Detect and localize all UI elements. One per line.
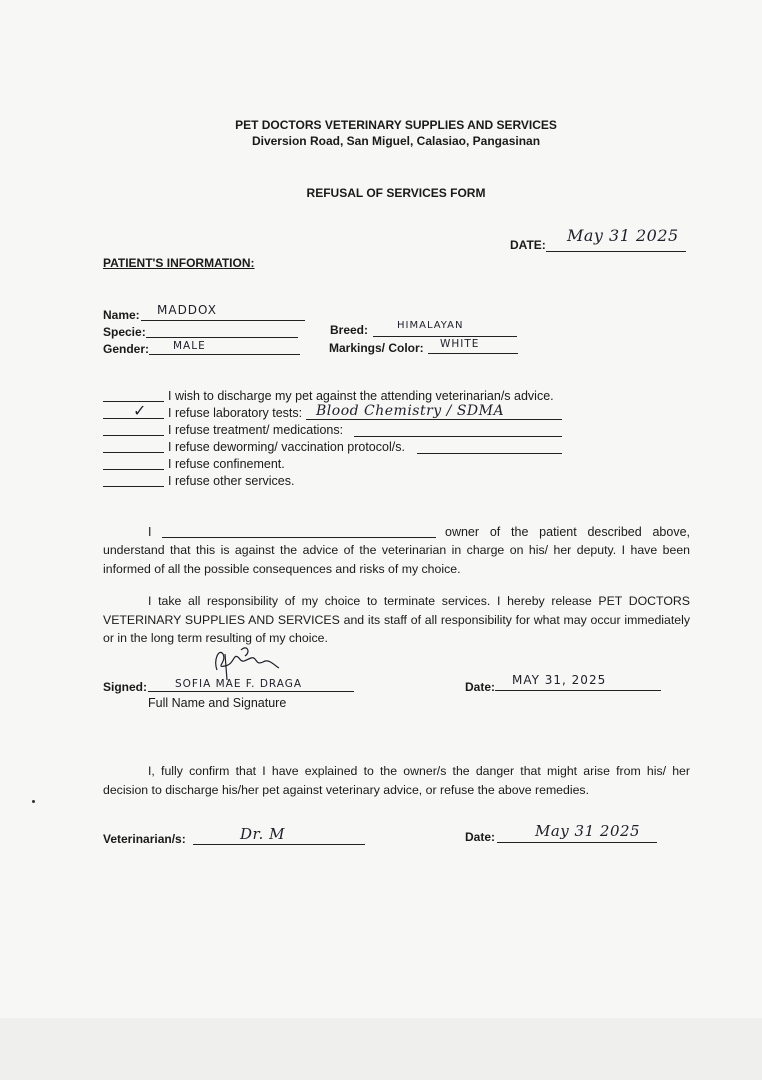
option-detail-line [306,419,562,420]
name-value: MADDOX [157,303,217,317]
gender-label: Gender: [103,342,150,356]
date-label: DATE: [510,238,546,252]
option-label: I refuse laboratory tests: [168,406,303,420]
name-line [141,320,305,321]
specie-line [146,337,298,338]
breed-label: Breed: [330,323,369,337]
option-label: I refuse other services. [168,474,295,488]
name-label: Name: [103,308,140,322]
option-label: I refuse confinement. [168,457,285,471]
signed-line[interactable] [148,691,354,692]
owner-date-line[interactable] [495,690,661,691]
vet-date-line[interactable] [497,842,657,843]
form-title: REFUSAL OF SERVICES FORM [306,186,486,200]
org-address: Diversion Road, San Miguel, Calasiao, Pangasinan [251,134,541,148]
vet-date-label: Date: [465,830,496,844]
gender-value: MALE [173,340,206,352]
option-check-line[interactable] [103,452,164,453]
option-check-line[interactable] [103,469,164,470]
signed-value: SOFIA MAE F. DRAGA [175,678,303,690]
vet-label: Veterinarian/s: [103,832,186,846]
date-line [546,251,686,252]
option-label: I wish to discharge my pet against the attending veterinarian/s advice. [168,389,554,403]
vet-date-value: May 31 2025 [535,822,641,840]
option-check-mark: ✓ [133,401,148,420]
option-label: I refuse treatment/ medications: [168,423,344,437]
signed-caption: Full Name and Signature [148,696,287,710]
vet-confirmation-text: I, fully confirm that I have explained to the owner/s the danger that might arise from his/ her decision to discharge his/her pet against veterinary advice, or refuse the above remedies. [103,764,690,797]
owner-date-label: Date: [465,680,496,694]
markings-label: Markings/ Color: [329,341,424,355]
owner-line-suffix: owner of the patient described above, [445,525,690,539]
breed-value: HIMALAYAN [397,320,464,331]
gender-line [149,354,300,355]
owner-date-value: MAY 31, 2025 [512,673,607,687]
markings-line [428,353,518,354]
vet-line[interactable] [193,844,365,845]
markings-value: WHITE [440,338,480,350]
owner-statement: understand that this is against the advice of the veterinarian in charge on his/ her deputy. I have been informed of all the possible consequences and risks of my choice. [103,543,690,576]
breed-line [373,336,517,337]
org-name: PET DOCTORS VETERINARY SUPPLIES AND SERVICES [235,118,557,132]
specie-label: Specie: [103,325,146,339]
date-value: May 31 2025 [567,226,679,245]
owner-name-line[interactable] [162,537,436,538]
vet-value: Dr. M [240,825,285,843]
patient-section-label: PATIENT'S INFORMATION: [103,256,255,270]
release-statement: I take all responsibility of my choice to terminate services. I hereby release PET DOCTORS VETERINARY SUPPLIES AND SERVICES and its staff of all responsibility for what may occur immediately or in the long term resulting of my choice. [103,594,690,645]
scan-speck [32,800,35,803]
option-detail-line [354,436,562,437]
option-detail-line [417,453,562,454]
option-detail: Blood Chemistry / SDMA [316,403,505,419]
option-check-line[interactable] [103,435,164,436]
option-check-line[interactable] [103,486,164,487]
option-label: I refuse deworming/ vaccination protocol/s. [168,440,405,454]
owner-prefix: I [148,525,152,539]
signed-label: Signed: [103,680,147,694]
scan-bottom-band [0,1018,762,1080]
